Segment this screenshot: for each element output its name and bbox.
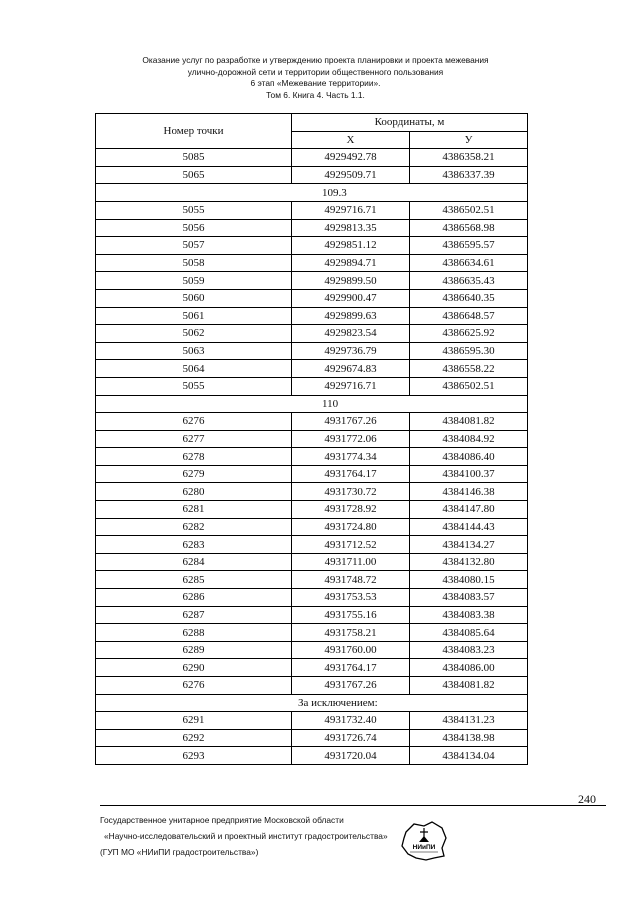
table-row [96,166,528,184]
table-row [96,289,528,307]
table-row [96,325,528,343]
table-row [96,483,528,501]
x-coordinate-cell: 4929851.12 [292,237,410,255]
table-row [96,237,528,255]
table-row [96,553,528,571]
y-coordinate-cell: 4384084.92 [410,430,528,448]
table-row [96,377,528,395]
point-number-cell: 5059 [96,272,292,290]
point-number-cell: 5063 [96,342,292,360]
x-coordinate-cell: 4929716.71 [292,201,410,219]
point-number-cell: 6279 [96,465,292,483]
point-number-cell: 6276 [96,413,292,431]
point-number-cell: 6286 [96,589,292,607]
x-coordinate-cell: 4929899.50 [292,272,410,290]
point-number-cell: 5085 [96,149,292,167]
x-coordinate-cell: 4929716.71 [292,377,410,395]
header-point-number: Номер точки [96,114,292,149]
point-number-cell: 6291 [96,712,292,730]
x-coordinate-cell: 4929509.71 [292,166,410,184]
point-number-cell: 6290 [96,659,292,677]
y-coordinate-cell: 4384083.38 [410,606,528,624]
y-coordinate-cell: 4384132.80 [410,553,528,571]
table-row [96,342,528,360]
table-row [96,448,528,466]
section-row [96,694,528,712]
x-coordinate-cell: 4929736.79 [292,342,410,360]
x-coordinate-cell: 4931755.16 [292,606,410,624]
section-label: 109.3 [322,186,347,199]
y-coordinate-cell: 4386568.98 [410,219,528,237]
x-coordinate-cell: 4929823.54 [292,325,410,343]
y-coordinate-cell: 4386648.57 [410,307,528,325]
table-row [96,677,528,695]
y-coordinate-cell: 4384086.00 [410,659,528,677]
table-body [96,149,528,765]
niipi-logo-icon [398,818,450,862]
point-number-cell: 5057 [96,237,292,255]
header-x: X [292,131,410,149]
x-coordinate-cell: 4931724.80 [292,518,410,536]
section-label: 110 [322,397,339,410]
y-coordinate-cell: 4384138.98 [410,729,528,747]
x-coordinate-cell: 4929894.71 [292,254,410,272]
table-row [96,413,528,431]
y-coordinate-cell: 4384081.82 [410,413,528,431]
x-coordinate-cell: 4931764.17 [292,659,410,677]
x-coordinate-cell: 4931760.00 [292,641,410,659]
y-coordinate-cell: 4384146.38 [410,483,528,501]
section-row [96,184,528,202]
x-coordinate-cell: 4931753.53 [292,589,410,607]
table-row [96,571,528,589]
x-coordinate-cell: 4931767.26 [292,677,410,695]
section-row [96,395,528,413]
header-line-4: Том 6. Книга 4. Часть 1.1. [266,89,365,100]
point-number-cell: 6292 [96,729,292,747]
x-coordinate-cell: 4931758.21 [292,624,410,642]
y-coordinate-cell: 4384080.15 [410,571,528,589]
point-number-cell: 5060 [96,289,292,307]
point-number-cell: 5064 [96,360,292,378]
point-number-cell: 6283 [96,536,292,554]
document-header [0,55,631,101]
y-coordinate-cell: 4384083.23 [410,641,528,659]
table-row [96,465,528,483]
table-row [96,747,528,765]
point-number-cell: 5061 [96,307,292,325]
y-coordinate-cell: 4386634.61 [410,254,528,272]
header-line-2: улично-дорожной сети и территории общественного пользования [187,66,444,77]
table-row [96,149,528,167]
point-number-cell: 6285 [96,571,292,589]
y-coordinate-cell: 4386595.57 [410,237,528,255]
y-coordinate-cell: 4386502.51 [410,377,528,395]
header-line-1: Оказание услуг по разработке и утверждению проекта планировки и проекта межевания [142,55,489,65]
x-coordinate-cell: 4931748.72 [292,571,410,589]
y-coordinate-cell: 4384134.04 [410,747,528,765]
x-coordinate-cell: 4929813.35 [292,219,410,237]
page-number: 240 [578,792,596,806]
table-row [96,430,528,448]
x-coordinate-cell: 4931712.52 [292,536,410,554]
point-number-cell: 6282 [96,518,292,536]
y-coordinate-cell: 4384083.57 [410,589,528,607]
table-row [96,589,528,607]
point-number-cell: 5065 [96,166,292,184]
table-row [96,536,528,554]
table-row [96,272,528,290]
table-row [96,518,528,536]
y-coordinate-cell: 4386558.22 [410,360,528,378]
header-y: У [410,131,528,149]
point-number-cell: 6287 [96,606,292,624]
x-coordinate-cell: 4931764.17 [292,465,410,483]
y-coordinate-cell: 4384081.82 [410,677,528,695]
point-number-cell: 6289 [96,641,292,659]
y-coordinate-cell: 4384144.43 [410,518,528,536]
table-row [96,624,528,642]
x-coordinate-cell: 4931726.74 [292,729,410,747]
point-number-cell: 6293 [96,747,292,765]
footer-divider [100,805,606,806]
table-row [96,501,528,519]
header-line-3: 6 этап «Межевание территории». [250,78,381,88]
y-coordinate-cell: 4386625.92 [410,325,528,343]
table-row [96,659,528,677]
footer-line-1: Государственное унитарное предприятие Московской области [100,815,344,825]
point-number-cell: 6284 [96,553,292,571]
x-coordinate-cell: 4931774.34 [292,448,410,466]
point-number-cell: 6288 [96,624,292,642]
x-coordinate-cell: 4931767.26 [292,413,410,431]
y-coordinate-cell: 4386635.43 [410,272,528,290]
footer-line-3: (ГУП МО «НИиПИ градостроительства») [100,847,259,857]
x-coordinate-cell: 4929900.47 [292,289,410,307]
y-coordinate-cell: 4386358.21 [410,149,528,167]
y-coordinate-cell: 4386595.30 [410,342,528,360]
table-row [96,219,528,237]
y-coordinate-cell: 4386502.51 [410,201,528,219]
x-coordinate-cell: 4931772.06 [292,430,410,448]
point-number-cell: 5058 [96,254,292,272]
point-number-cell: 5062 [96,325,292,343]
y-coordinate-cell: 4384100.37 [410,465,528,483]
document-footer [100,812,388,860]
point-number-cell: 6280 [96,483,292,501]
logo-text: НИиПИ [412,844,436,851]
x-coordinate-cell: 4931730.72 [292,483,410,501]
y-coordinate-cell: 4384147.80 [410,501,528,519]
table-row [96,712,528,730]
x-coordinate-cell: 4929492.78 [292,149,410,167]
y-coordinate-cell: 4384085.64 [410,624,528,642]
x-coordinate-cell: 4931711.00 [292,553,410,571]
x-coordinate-cell: 4931720.04 [292,747,410,765]
table-row [96,360,528,378]
point-number-cell: 6281 [96,501,292,519]
x-coordinate-cell: 4929899.63 [292,307,410,325]
table-row [96,729,528,747]
point-number-cell: 6277 [96,430,292,448]
table-row [96,201,528,219]
x-coordinate-cell: 4929674.83 [292,360,410,378]
y-coordinate-cell: 4386337.39 [410,166,528,184]
point-number-cell: 6276 [96,677,292,695]
point-number-cell: 6278 [96,448,292,466]
point-number-cell: 5055 [96,377,292,395]
y-coordinate-cell: 4384131.23 [410,712,528,730]
table-row [96,641,528,659]
section-label: За исключением: [298,696,378,709]
table-row [96,307,528,325]
x-coordinate-cell: 4931728.92 [292,501,410,519]
coordinates-table [95,113,528,765]
table-row [96,606,528,624]
x-coordinate-cell: 4931732.40 [292,712,410,730]
footer-line-2: «Научно-исследовательский и проектный институт градостроительства» [104,831,388,841]
point-number-cell: 5055 [96,201,292,219]
y-coordinate-cell: 4386640.35 [410,289,528,307]
y-coordinate-cell: 4384134.27 [410,536,528,554]
point-number-cell: 5056 [96,219,292,237]
y-coordinate-cell: 4384086.40 [410,448,528,466]
header-coordinates: Координаты, м [292,114,528,132]
table-row [96,254,528,272]
